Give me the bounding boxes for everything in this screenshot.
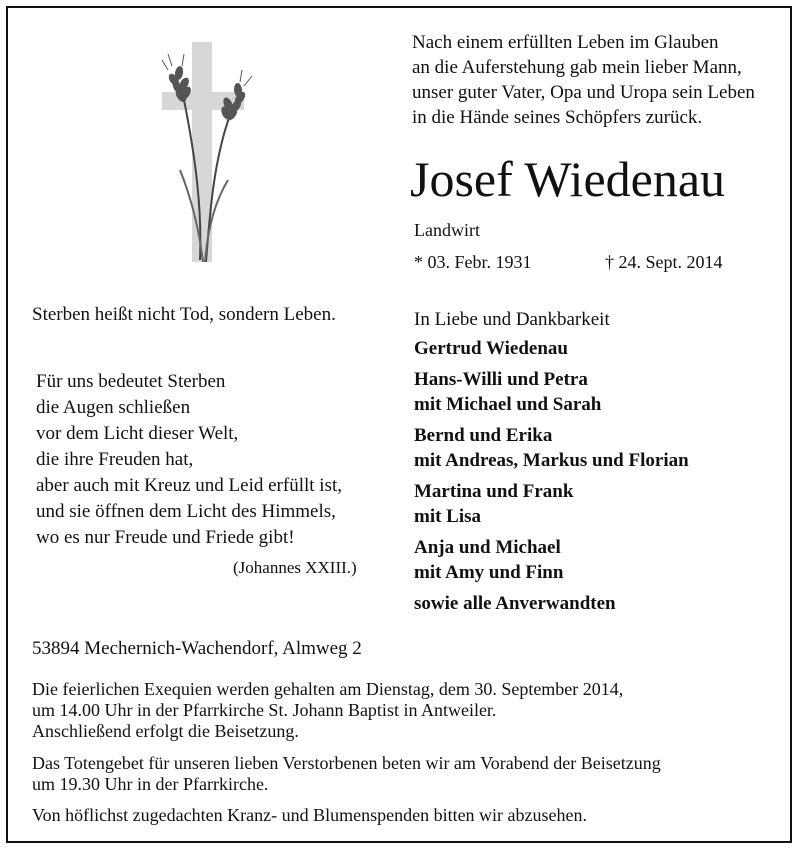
prayer-notice: Das Totengebet für unseren lieben Verstorbenen beten wir am Vorabend der Beisetzung um 19.30 Uhr in der Pfarrkirche. xyxy=(32,753,661,794)
intro-text: Nach einem erfüllten Leben im Glauben an die Auferstehung gab mein lieber Mann, unser guter Vater, Opa und Uropa sein Leben in die Hände seines Schöpfers zurück. xyxy=(412,32,755,128)
mourners xyxy=(414,307,784,622)
poem-source: (Johannes XXIII.) xyxy=(233,558,357,577)
mourner-group: sowie alle Anverwandten xyxy=(414,593,616,614)
flowers-notice: Von höflichst zugedachten Kranz- und Blumenspenden bitten wir abzusehen. xyxy=(32,805,588,825)
poem-line: wo es nur Freude und Friede gibt! xyxy=(36,527,295,548)
funeral-notice: Die feierlichen Exequien werden gehalten am Dienstag, dem 30. September 2014, um 14.00 Uhr in der Pfarrkirche St. Johann Baptist in Antweiler. Anschließend erfolgt die Beisetzung. xyxy=(32,679,624,741)
cross-with-wheat-icon xyxy=(160,40,260,265)
poem-line: aber auch mit Kreuz und Leid erfüllt ist, xyxy=(36,475,343,496)
mourner-group: Gertrud Wiedenau xyxy=(414,338,568,359)
deceased-occupation: Landwirt xyxy=(414,220,480,240)
mourner-group: Hans-Willi und Petra mit Michael und Sarah xyxy=(414,369,602,415)
poem-line: die Augen schließen xyxy=(36,397,191,418)
poem-line: die ihre Freuden hat, xyxy=(36,449,194,470)
birth-date: * 03. Febr. 1931 xyxy=(414,252,532,272)
death-date: † 24. Sept. 2014 xyxy=(605,252,723,272)
mourner-group: Martina und Frank mit Lisa xyxy=(414,481,574,527)
poem-line: Für uns bedeutet Sterben xyxy=(36,371,226,392)
mourner-group: Bernd und Erika mit Andreas, Markus und Florian xyxy=(414,425,689,471)
motto: Sterben heißt nicht Tod, sondern Leben. xyxy=(32,304,336,325)
address: 53894 Mechernich-Wachendorf, Almweg 2 xyxy=(32,638,362,659)
poem xyxy=(36,369,376,551)
mourners-lead: In Liebe und Dankbarkeit xyxy=(414,309,610,330)
deceased-name: Josef Wiedenau xyxy=(410,151,726,207)
mourner-group: Anja und Michael mit Amy und Finn xyxy=(414,537,564,583)
poem-line: vor dem Licht dieser Welt, xyxy=(36,423,239,444)
poem-line: und sie öffnen dem Licht des Himmels, xyxy=(36,501,336,522)
